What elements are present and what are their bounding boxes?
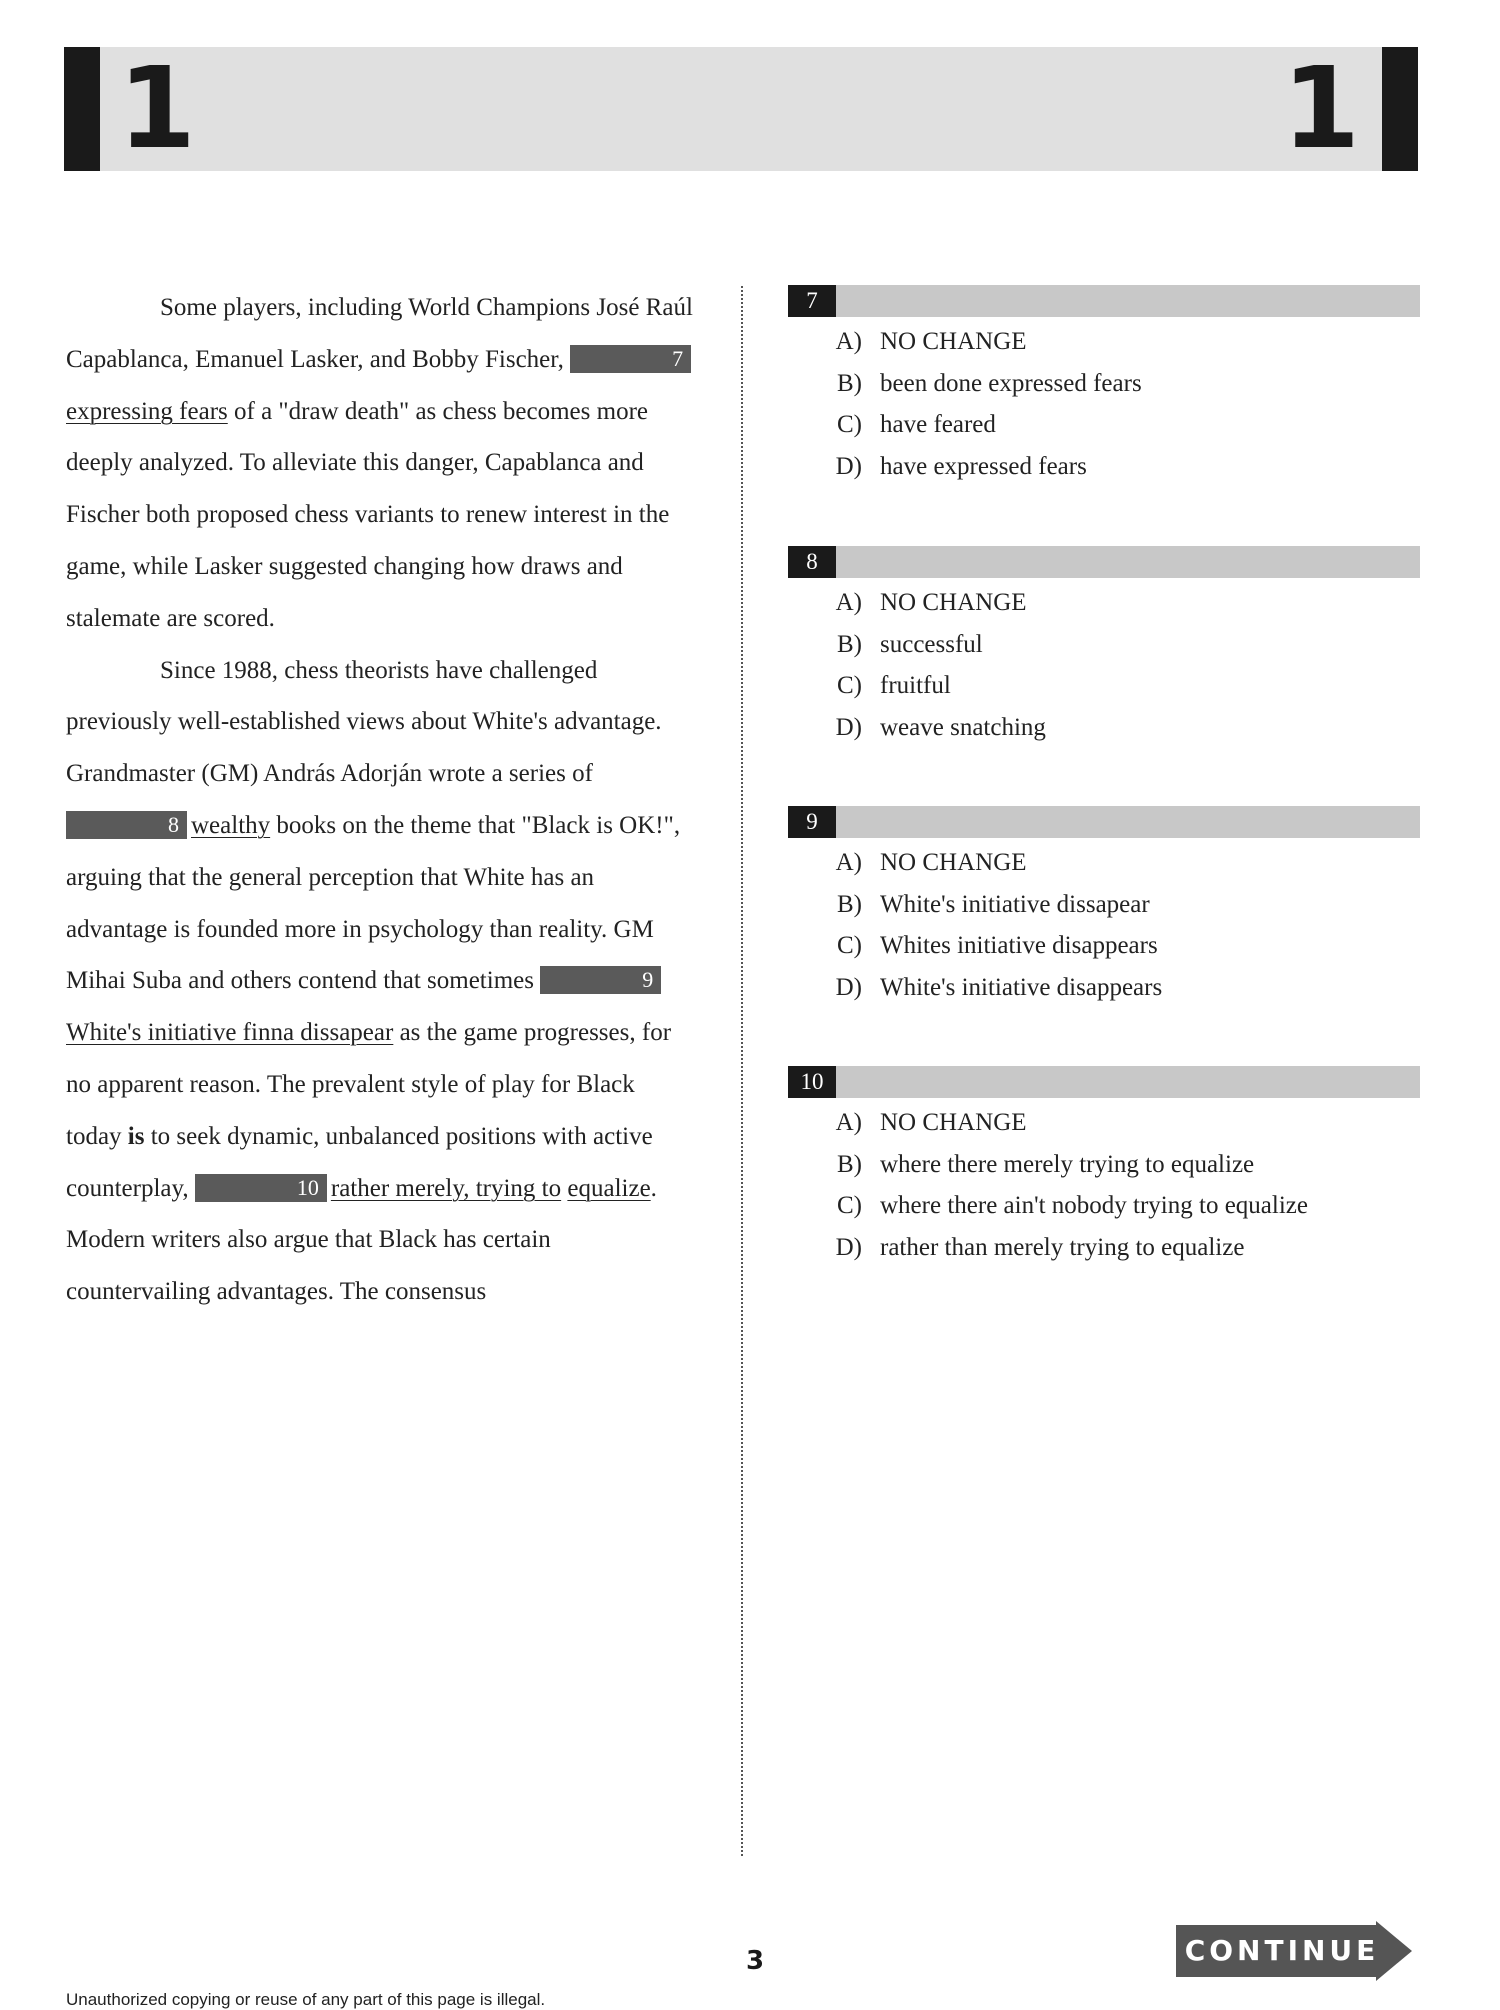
question-ref-7[interactable]: 7 [570,345,691,373]
answer-choice-d[interactable] [788,446,1420,488]
choice-text: successful [880,630,983,658]
answer-choice-b[interactable] [788,1144,1420,1186]
underlined-portion-10a: rather merely, trying to [330,1174,562,1202]
continue-button[interactable] [1176,1921,1412,1981]
reading-passage [66,282,696,1318]
question-number: 7 [788,285,836,317]
choice-text: Whites initiative disappears [880,932,1158,960]
choice-letter: D) [835,713,862,741]
answer-choices [788,842,1420,1008]
choice-letter: D) [835,973,862,1001]
choice-text: White's initiative dissapear [880,890,1150,918]
answer-choice-a[interactable] [788,842,1420,884]
answer-choice-d[interactable] [788,1227,1420,1269]
answer-choice-d[interactable] [788,967,1420,1009]
choice-letter: A) [835,589,862,616]
question-7 [788,285,1420,487]
choice-text: fruitful [880,672,951,700]
choice-letter: D) [835,1233,862,1261]
header-left-bar [64,47,100,171]
question-ref-10[interactable]: 10 [195,1174,327,1202]
choice-text: where there merely trying to equalize [880,1150,1255,1178]
question-10 [788,1066,1420,1268]
underlined-portion-10b: equalize [567,1174,651,1202]
answer-choice-b[interactable] [788,624,1420,666]
passage-text: Since 1988, chess theorists have challenged previously well-established views about White's advantage. Grandmaster (GM) András Adorján wrote a series of [66,656,662,788]
answer-choice-c[interactable] [788,404,1420,446]
answer-choices [788,321,1420,487]
choice-text: White's initiative disappears [880,973,1163,1001]
choice-letter: C) [837,932,862,960]
answer-choice-b[interactable] [788,884,1420,926]
choice-text: rather than merely trying to equalize [880,1233,1245,1261]
answer-choice-c[interactable] [788,665,1420,707]
question-ref-9[interactable]: 9 [540,966,661,994]
question-ref-8[interactable]: 8 [66,811,187,839]
question-header-bar [788,1066,1420,1098]
column-divider [741,286,743,1856]
choice-text: NO CHANGE [880,1109,1027,1136]
underlined-portion-8: wealthy [191,811,271,839]
choice-text: have feared [880,411,996,439]
choice-letter: A) [835,328,862,355]
answer-choice-d[interactable] [788,707,1420,749]
passage-paragraph-2 [66,645,696,1318]
choice-text: NO CHANGE [880,849,1027,876]
choice-text: been done expressed fears [880,369,1142,397]
page-number: 3 [745,1946,765,1976]
question-header-bar [788,285,1420,317]
choice-letter: C) [837,1192,862,1220]
choice-letter: B) [837,369,862,397]
passage-paragraph-1 [66,282,696,645]
answer-choices [788,1102,1420,1268]
answer-choice-a[interactable] [788,321,1420,363]
passage-text: as the game progresses, for no apparent reason. The prevalent style of play for Black today [66,1019,672,1150]
answer-choice-c[interactable] [788,925,1420,967]
question-header-bar [788,546,1420,578]
choice-letter: B) [837,630,862,658]
answer-choice-b[interactable] [788,363,1420,405]
section-number-right: 1 [1282,44,1360,174]
passage-text: of a "draw death" as chess becomes more deeply analyzed. To alleviate this danger, Capablanca and Fischer both proposed chess variants to renew interest in the game, while Lasker suggested changing how draws and stalemate are scored. [66,397,670,632]
passage-text: to seek dynamic, unbalanced positions with active counterplay, [66,1122,653,1202]
question-9 [788,806,1420,1008]
choice-text: NO CHANGE [880,328,1027,355]
answer-choice-a[interactable] [788,1102,1420,1144]
underlined-portion-7: expressing fears [66,397,228,425]
underlined-portion-9: White's initiative finna dissapear [66,1019,394,1047]
passage-text: Some players, including World Champions José Raúl Capablanca, Emanuel Lasker, and Bobby Fischer, [66,294,693,373]
choice-letter: B) [837,890,862,918]
section-number-left: 1 [118,44,196,174]
choice-letter: B) [837,1150,862,1178]
answer-choices [788,582,1420,748]
answer-choice-a[interactable] [788,582,1420,624]
section-header-band [64,44,1418,174]
question-8 [788,546,1420,748]
copyright-notice: Unauthorized copying or reuse of any part of this page is illegal. [66,1990,546,2009]
choice-letter: D) [835,452,862,480]
choice-letter: C) [837,411,862,439]
passage-text-bold-is: is [127,1122,145,1150]
header-right-bar [1382,47,1418,171]
choice-text: where there ain't nobody trying to equalize [880,1192,1308,1220]
answer-choice-c[interactable] [788,1185,1420,1227]
passage-text: . Modern writers also argue that Black has certain countervailing advantages. The consensus [66,1174,657,1306]
continue-label: CONTINUE [1184,1934,1380,1967]
choice-letter: A) [835,849,862,876]
choice-text: weave snatching [880,713,1046,741]
question-number: 9 [788,806,836,838]
question-number: 10 [788,1066,836,1098]
choice-text: NO CHANGE [880,589,1027,616]
question-number: 8 [788,546,836,578]
choice-text: have expressed fears [880,452,1087,480]
choice-letter: A) [835,1109,862,1136]
choice-letter: C) [837,672,862,700]
question-header-bar [788,806,1420,838]
passage-text: books on the theme that "Black is OK!", arguing that the general perception that White has an advantage is founded more in psychology than reality. GM Mihai Suba and others contend that sometimes [66,811,681,995]
